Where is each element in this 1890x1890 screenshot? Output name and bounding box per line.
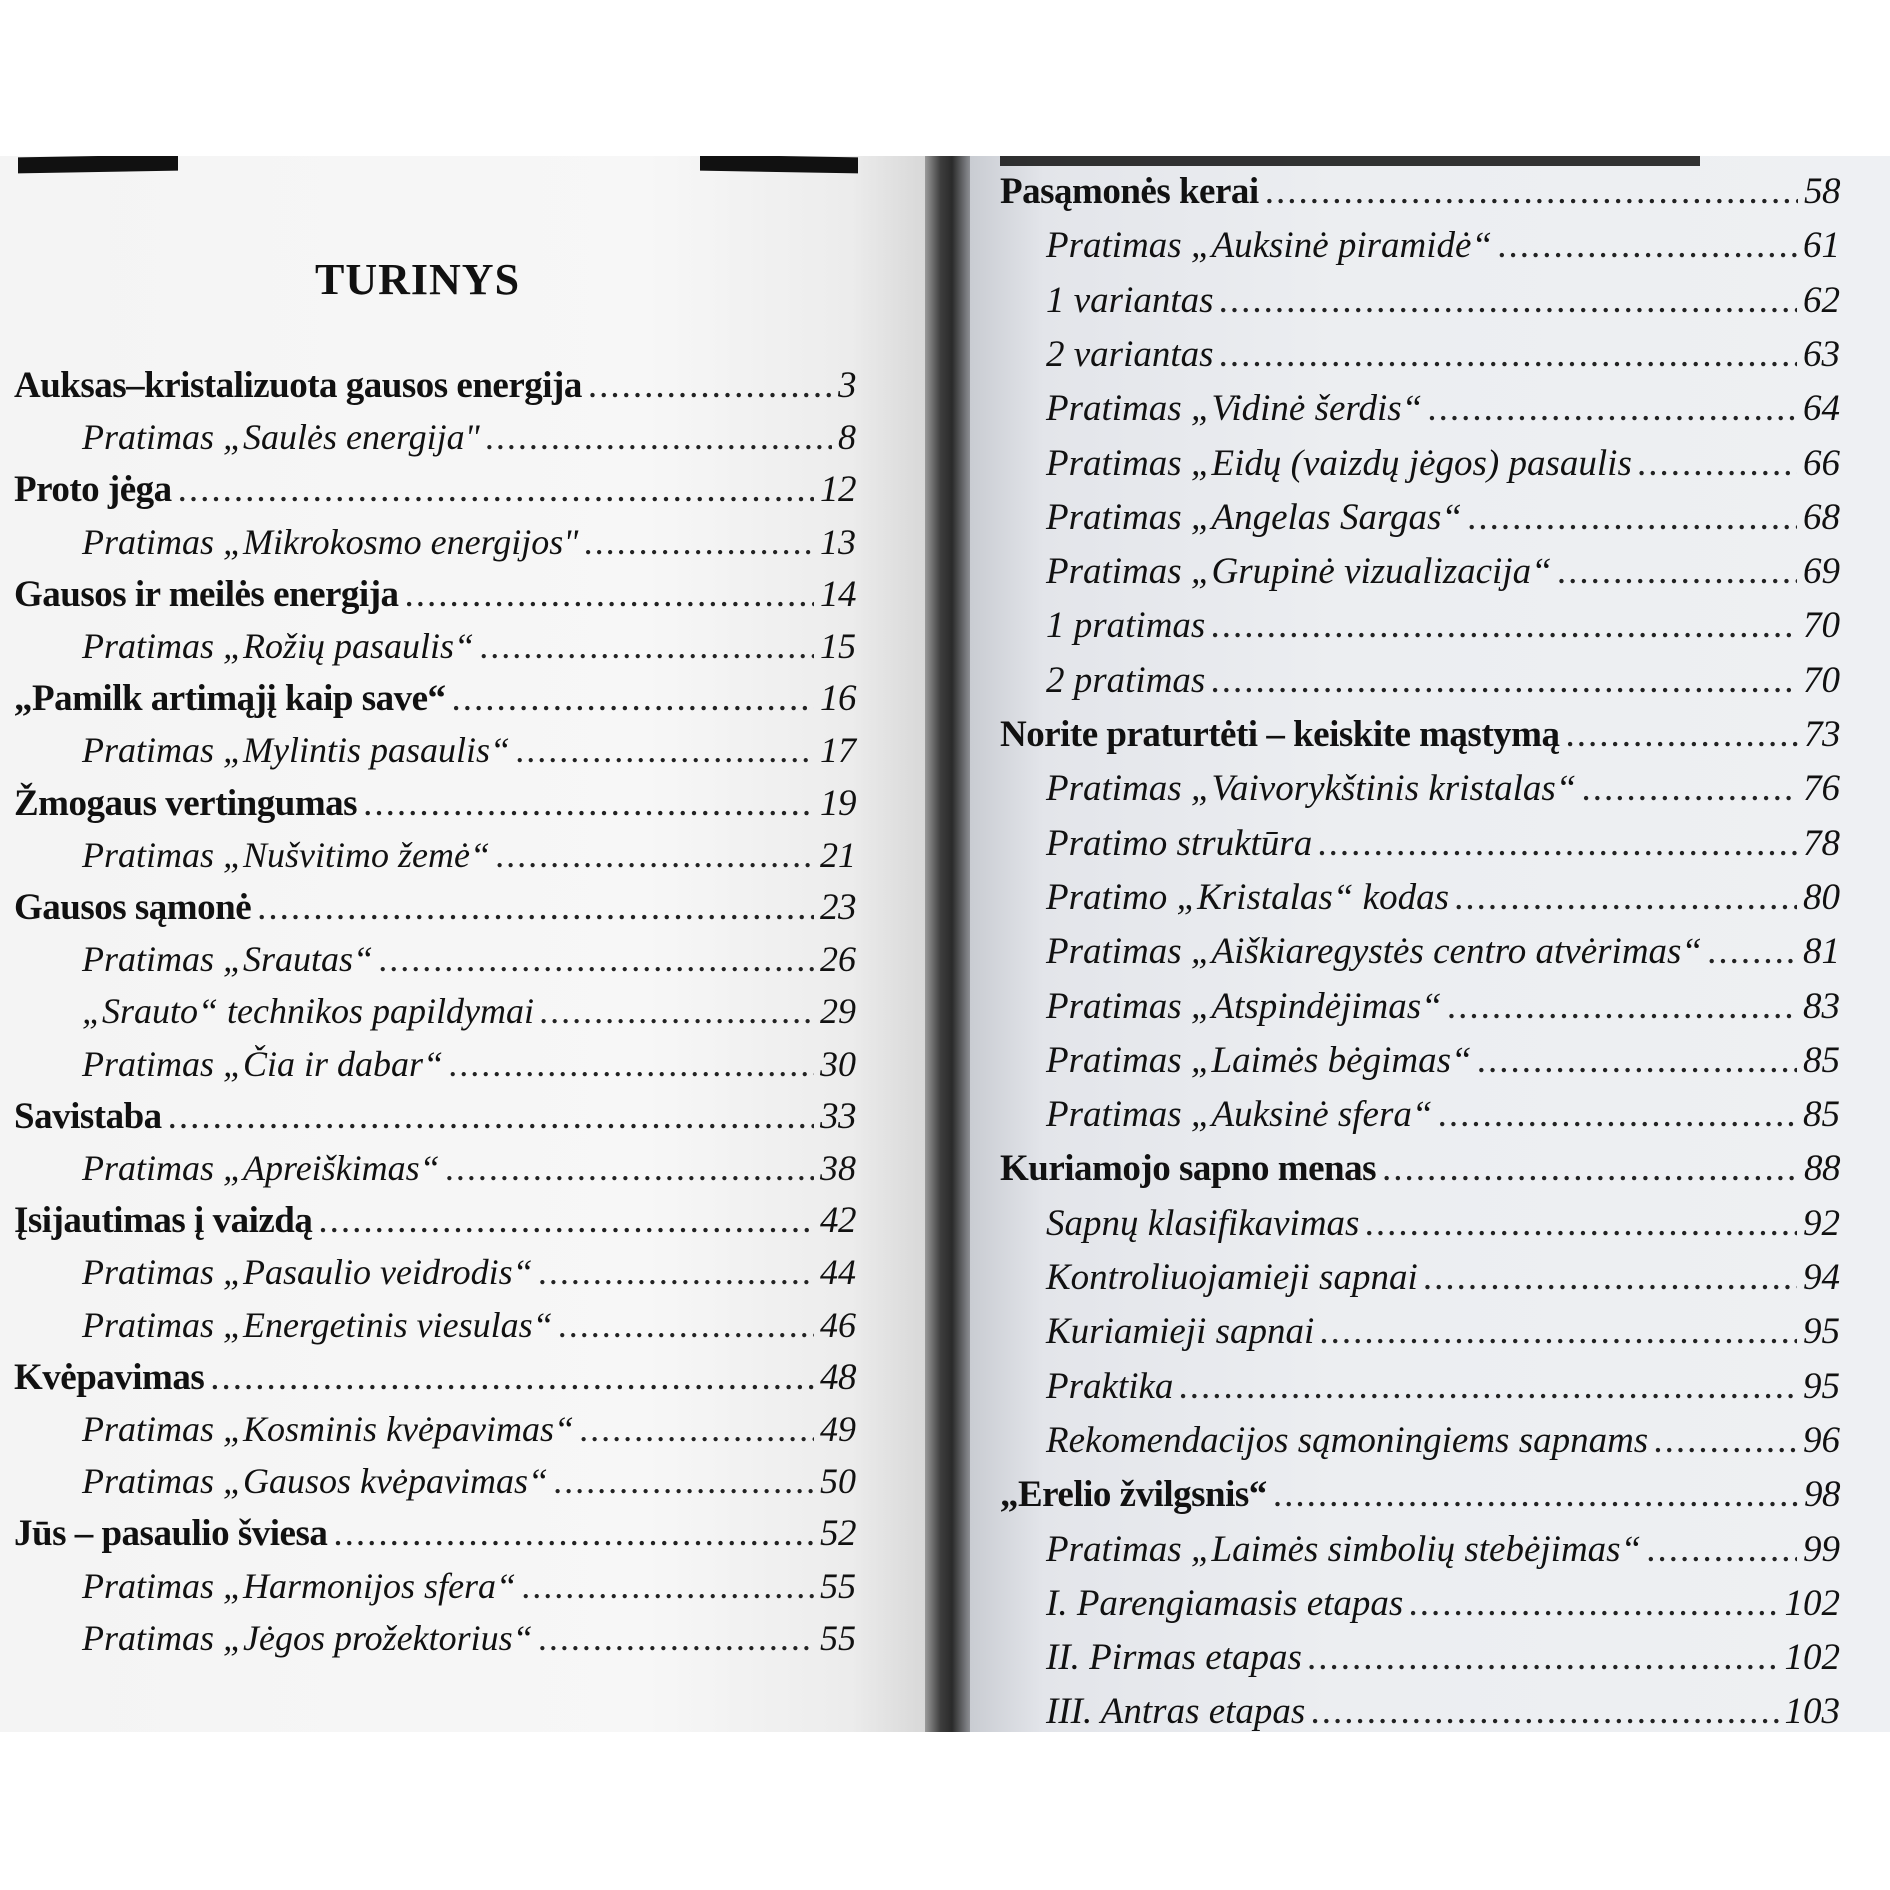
toc-entry-page: 99 — [1803, 1528, 1840, 1570]
toc-entry-page: 85 — [1803, 1094, 1840, 1136]
toc-dot-leader — [318, 1199, 814, 1242]
toc-entry — [82, 1304, 856, 1346]
toc-entry — [82, 990, 856, 1032]
toc-dot-leader — [480, 625, 814, 667]
toc-entry-title: Kontroliuojamieji sapnai — [1046, 1257, 1418, 1298]
toc-dot-leader — [1448, 985, 1797, 1028]
toc-entry-page: 102 — [1784, 1637, 1840, 1679]
toc-entry — [14, 1095, 856, 1138]
toc-dot-leader — [257, 886, 814, 929]
toc-dot-leader — [1179, 1365, 1797, 1408]
toc-dot-leader — [210, 1356, 814, 1399]
toc-entry — [82, 521, 856, 563]
toc-entry-page: 14 — [820, 573, 856, 615]
toc-entry-page: 38 — [820, 1148, 856, 1188]
toc-entry-page: 15 — [820, 626, 856, 666]
toc-entry-page: 76 — [1803, 768, 1840, 810]
toc-entry — [82, 1251, 856, 1293]
toc-entry-title: Pratimas „Mylintis pasaulis“ — [82, 730, 511, 771]
book-gutter — [925, 156, 970, 1732]
toc-entry — [1046, 550, 1840, 593]
toc-entry-title: Pratimas „Auksinė piramidė“ — [1046, 225, 1493, 267]
toc-entry — [82, 834, 856, 876]
toc-dot-leader — [1265, 170, 1798, 213]
toc-dot-leader — [363, 782, 814, 825]
toc-entry — [1046, 985, 1840, 1028]
toc-dot-leader — [1468, 496, 1797, 539]
toc-dot-leader — [1455, 876, 1797, 919]
toc-entry-page: 16 — [820, 678, 856, 720]
toc-entry-title: Pratimas „Eidų (vaizdų jėgos) pasaulis — [1046, 442, 1632, 484]
toc-entry-title: Praktika — [1046, 1365, 1174, 1407]
toc-entry-title: Norite praturtėti – keiskite mąstymą — [1000, 714, 1560, 755]
toc-entry-title: Pratimas „Laimės bėgimas“ — [1046, 1039, 1472, 1081]
toc-entry-page: 21 — [820, 834, 856, 875]
toc-entry — [1046, 279, 1840, 322]
toc-entry-page: 102 — [1784, 1582, 1840, 1624]
toc-entry — [1000, 170, 1840, 213]
toc-entry-title: Pratimas „Vidinė šerdis“ — [1046, 388, 1423, 430]
toc-entry — [82, 1408, 856, 1450]
toc-entry — [82, 1460, 856, 1502]
toc-entry — [82, 729, 856, 771]
toc-entry-page: 50 — [820, 1461, 856, 1502]
toc-entry — [1046, 604, 1840, 647]
toc-entry-title: Sapnų klasifikavimas — [1046, 1202, 1360, 1244]
toc-entry-title: Savistaba — [14, 1095, 162, 1137]
toc-dot-leader — [1428, 387, 1797, 430]
toc-entry-title: Pratimas „Srautas“ — [82, 939, 374, 980]
toc-entry-page: 48 — [820, 1356, 856, 1398]
toc-entry-title: Pratimas „Vaivorykštinis kristalas“ — [1046, 768, 1577, 810]
toc-dot-leader — [516, 729, 814, 771]
toc-entry-page: 17 — [820, 730, 856, 771]
toc-entry-title: Rekomendacijos sąmoningiems sapnams — [1046, 1419, 1649, 1461]
toc-entry-page: 3 — [838, 365, 856, 406]
toc-entry — [14, 677, 856, 720]
toc-entry — [1046, 496, 1840, 539]
toc-entry-page: 70 — [1803, 605, 1840, 647]
toc-entry-page: 63 — [1803, 333, 1840, 375]
toc-entry — [14, 364, 856, 407]
toc-entry-title: Pratimas „Nušvitimo žemė“ — [82, 834, 491, 875]
toc-entry — [14, 1199, 856, 1242]
toc-entry-title: Pratimas „Energetinis viesulas“ — [82, 1304, 553, 1345]
toc-entry-title: Pasąmonės kerai — [1000, 171, 1259, 212]
toc-entry — [1046, 767, 1840, 810]
toc-dot-leader — [1320, 1310, 1797, 1353]
toc-entry-title: Pratimas „Rožių pasaulis“ — [82, 626, 475, 666]
toc-entry — [1046, 1310, 1840, 1353]
toc-entry — [14, 573, 856, 616]
toc-entry-title: 2 variantas — [1046, 333, 1214, 375]
toc-dot-leader — [1211, 659, 1797, 702]
toc-entry — [1000, 1147, 1840, 1190]
toc-dot-leader — [452, 677, 814, 720]
toc-entry-title: Pratimo „Kristalas“ kodas — [1046, 876, 1449, 918]
toc-dot-leader — [588, 364, 832, 407]
toc-entry — [1046, 333, 1840, 376]
toc-dot-leader — [1498, 224, 1797, 267]
toc-entry-title: Pratimas „Jėgos prožektorius“ — [82, 1617, 533, 1658]
toc-entry — [82, 1565, 856, 1607]
toc-entry — [1046, 1039, 1840, 1082]
toc-entry — [1046, 1528, 1840, 1571]
toc-entry-page: 44 — [820, 1252, 856, 1293]
toc-dot-leader — [446, 1147, 814, 1189]
toc-entry-page: 94 — [1803, 1257, 1840, 1298]
toc-entry-title: Pratimas „Harmonijos sfera“ — [82, 1565, 517, 1606]
left-page — [0, 156, 925, 1732]
toc-entry-title: II. Pirmas etapas — [1046, 1637, 1302, 1679]
toc-dot-leader — [539, 1251, 814, 1293]
toc-entry-page: 96 — [1803, 1419, 1840, 1461]
toc-dot-leader — [554, 1460, 814, 1502]
page-title: TURINYS — [315, 255, 521, 304]
toc-entry-page: 92 — [1803, 1202, 1840, 1244]
toc-dot-leader — [559, 1304, 814, 1346]
toc-entry-title: Pratimas „Mikrokosmo energijos" — [82, 521, 579, 562]
toc-dot-leader — [1409, 1582, 1778, 1625]
toc-entry-title: Auksas–kristalizuota gausos energija — [14, 365, 582, 406]
toc-entry-title: I. Parengiamasis etapas — [1046, 1582, 1404, 1624]
toc-entry-page: 58 — [1804, 171, 1840, 212]
toc-dot-leader — [168, 1095, 814, 1138]
toc-entry — [1046, 387, 1840, 430]
toc-dot-leader — [1708, 930, 1797, 973]
toc-entry-title: Pratimas „Aiškiaregystės centro atvėrimas“ — [1046, 931, 1703, 973]
toc-entry-title: Jūs – pasaulio šviesa — [14, 1513, 328, 1555]
toc-entry-page: 64 — [1803, 388, 1840, 430]
toc-dot-leader — [539, 1617, 814, 1659]
toc-entry — [82, 1043, 856, 1085]
toc-entry-page: 103 — [1784, 1691, 1840, 1732]
toc-dot-leader — [1365, 1202, 1797, 1245]
toc-dot-leader — [486, 416, 832, 458]
toc-dot-leader — [1382, 1147, 1798, 1190]
toc-entry-page: 49 — [820, 1409, 856, 1449]
toc-dot-leader — [580, 1408, 814, 1450]
toc-entry-page: 30 — [820, 1043, 856, 1084]
toc-entry-page: 69 — [1803, 551, 1840, 593]
toc-entry-title: Pratimas „Čia ir dabar“ — [82, 1043, 444, 1084]
toc-entry-page: 78 — [1803, 822, 1840, 864]
toc-dot-leader — [1647, 1528, 1797, 1571]
toc-entry — [1046, 659, 1840, 702]
toc-entry-title: Kuriamojo sapno menas — [1000, 1148, 1376, 1190]
toc-dot-leader — [1654, 1419, 1797, 1462]
toc-entry — [1046, 224, 1840, 267]
toc-dot-leader — [1308, 1636, 1779, 1679]
toc-dot-leader — [1438, 1093, 1797, 1136]
toc-entry-title: „Pamilk artimąjį kaip save“ — [14, 678, 446, 720]
toc-dot-leader — [1424, 1256, 1797, 1299]
toc-dot-leader — [379, 938, 814, 980]
toc-entry-page: 52 — [820, 1513, 856, 1555]
toc-dot-leader — [449, 1043, 814, 1085]
toc-entry-page: 66 — [1803, 442, 1840, 484]
toc-entry-page: 26 — [820, 939, 856, 980]
toc-entry — [1046, 1202, 1840, 1245]
toc-entry-title: Kuriamieji sapnai — [1046, 1311, 1315, 1353]
toc-entry — [82, 1617, 856, 1659]
toc-dot-leader — [496, 834, 814, 876]
toc-entry-title: Žmogaus vertingumas — [14, 782, 358, 824]
toc-entry — [14, 782, 856, 825]
toc-entry — [14, 1356, 856, 1399]
toc-entry-page: 19 — [820, 782, 856, 824]
toc-entry-title: Pratimo struktūra — [1046, 822, 1313, 864]
toc-entry — [1000, 713, 1840, 756]
toc-entry-title: Pratimas „Laimės simbolių stebėjimas“ — [1046, 1528, 1642, 1570]
toc-dot-leader — [584, 521, 814, 563]
toc-entry-page: 12 — [820, 469, 856, 511]
toc-entry — [1046, 1582, 1840, 1625]
toc-dot-leader — [1582, 767, 1797, 810]
toc-entry — [82, 1147, 856, 1189]
toc-entry-title: Pratimas „Pasaulio veidrodis“ — [82, 1252, 533, 1293]
toc-entry-title: 1 variantas — [1046, 279, 1214, 321]
toc-entry — [1046, 1256, 1840, 1299]
toc-entry-title: Pratimas „Atspindėjimas“ — [1046, 985, 1442, 1027]
toc-entry-page: 68 — [1803, 496, 1840, 538]
toc-entry-page: 62 — [1803, 279, 1840, 321]
toc-dot-leader — [1558, 550, 1797, 593]
toc-dot-leader — [333, 1512, 814, 1555]
toc-entry-title: Pratimas „Apreiškimas“ — [82, 1148, 440, 1188]
toc-entry-page: 23 — [820, 887, 856, 928]
toc-entry — [1046, 1419, 1840, 1462]
toc-entry — [1046, 1636, 1840, 1679]
toc-entry-title: Pratimas „Grupinė vizualizacija“ — [1046, 551, 1552, 593]
toc-entry — [14, 468, 856, 511]
toc-dot-leader — [540, 990, 814, 1032]
toc-entry-title: Gausos sąmonė — [14, 887, 252, 928]
toc-entry-title: Kvėpavimas — [14, 1356, 205, 1398]
toc-dot-leader — [1311, 1690, 1778, 1732]
toc-dot-leader — [178, 468, 814, 511]
toc-entry-page: 55 — [820, 1565, 856, 1606]
toc-entry — [1046, 442, 1840, 485]
toc-dot-leader — [1273, 1473, 1798, 1516]
toc-dot-leader — [1478, 1039, 1797, 1082]
toc-entry-title: Proto jėga — [14, 469, 172, 511]
toc-entry — [1046, 1690, 1840, 1732]
toc-entry-title: „Erelio žvilgsnis“ — [1000, 1474, 1267, 1516]
toc-entry-page: 29 — [820, 991, 856, 1032]
toc-entry — [1046, 876, 1840, 919]
toc-entry-title: „Srauto“ technikos papildymai — [82, 991, 534, 1032]
toc-entry-title: III. Antras etapas — [1046, 1691, 1306, 1732]
toc-entry-page: 8 — [838, 417, 856, 458]
toc-entry-page: 95 — [1803, 1311, 1840, 1353]
toc-entry-page: 33 — [820, 1095, 856, 1137]
toc-right-column — [970, 156, 1890, 1732]
toc-entry-page: 46 — [820, 1304, 856, 1345]
toc-entry — [1046, 822, 1840, 865]
toc-entry-title: Įsijautimas į vaizdą — [14, 1200, 313, 1242]
toc-entry-page: 95 — [1803, 1365, 1840, 1407]
toc-entry-page: 80 — [1803, 876, 1840, 918]
toc-left-column — [0, 156, 925, 1732]
toc-dot-leader — [1220, 333, 1797, 376]
toc-entry — [14, 886, 856, 929]
toc-entry-title: Pratimas „Kosminis kvėpavimas“ — [82, 1409, 575, 1449]
toc-entry-page: 98 — [1804, 1474, 1840, 1516]
toc-entry-title: Pratimas „Auksinė sfera“ — [1046, 1094, 1433, 1136]
toc-entry — [1046, 1365, 1840, 1408]
toc-entry-page: 85 — [1803, 1039, 1840, 1081]
toc-entry-title: Gausos ir meilės energija — [14, 573, 399, 615]
toc-entry-page: 13 — [820, 521, 856, 562]
toc-entry-title: 1 pratimas — [1046, 605, 1206, 647]
toc-dot-leader — [1220, 279, 1797, 322]
toc-entry-title: 2 pratimas — [1046, 659, 1206, 701]
toc-entry — [82, 625, 856, 667]
toc-entry — [82, 938, 856, 980]
toc-dot-leader — [1318, 822, 1797, 865]
toc-entry — [14, 1512, 856, 1555]
toc-dot-leader — [1211, 604, 1797, 647]
toc-dot-leader — [1565, 713, 1798, 756]
toc-entry-title: Pratimas „Angelas Sargas“ — [1046, 496, 1462, 538]
toc-entry-page: 83 — [1803, 985, 1840, 1027]
toc-dot-leader — [522, 1565, 814, 1607]
toc-entry-title: Pratimas „Saulės energija" — [82, 417, 480, 458]
toc-entry-page: 55 — [820, 1617, 856, 1658]
toc-entry-page: 61 — [1803, 225, 1840, 267]
toc-entry — [82, 416, 856, 458]
toc-entry-page: 81 — [1803, 931, 1840, 973]
right-page — [970, 156, 1890, 1732]
toc-entry — [1046, 1093, 1840, 1136]
toc-entry-title: Pratimas „Gausos kvėpavimas“ — [82, 1461, 548, 1502]
toc-entry — [1046, 930, 1840, 973]
toc-entry-page: 42 — [820, 1200, 856, 1242]
toc-entry — [1000, 1473, 1840, 1516]
toc-dot-leader — [405, 573, 814, 616]
toc-entry-page: 88 — [1804, 1148, 1840, 1190]
toc-dot-leader — [1638, 442, 1797, 485]
toc-entry-page: 70 — [1803, 659, 1840, 701]
toc-entry-page: 73 — [1804, 714, 1840, 755]
